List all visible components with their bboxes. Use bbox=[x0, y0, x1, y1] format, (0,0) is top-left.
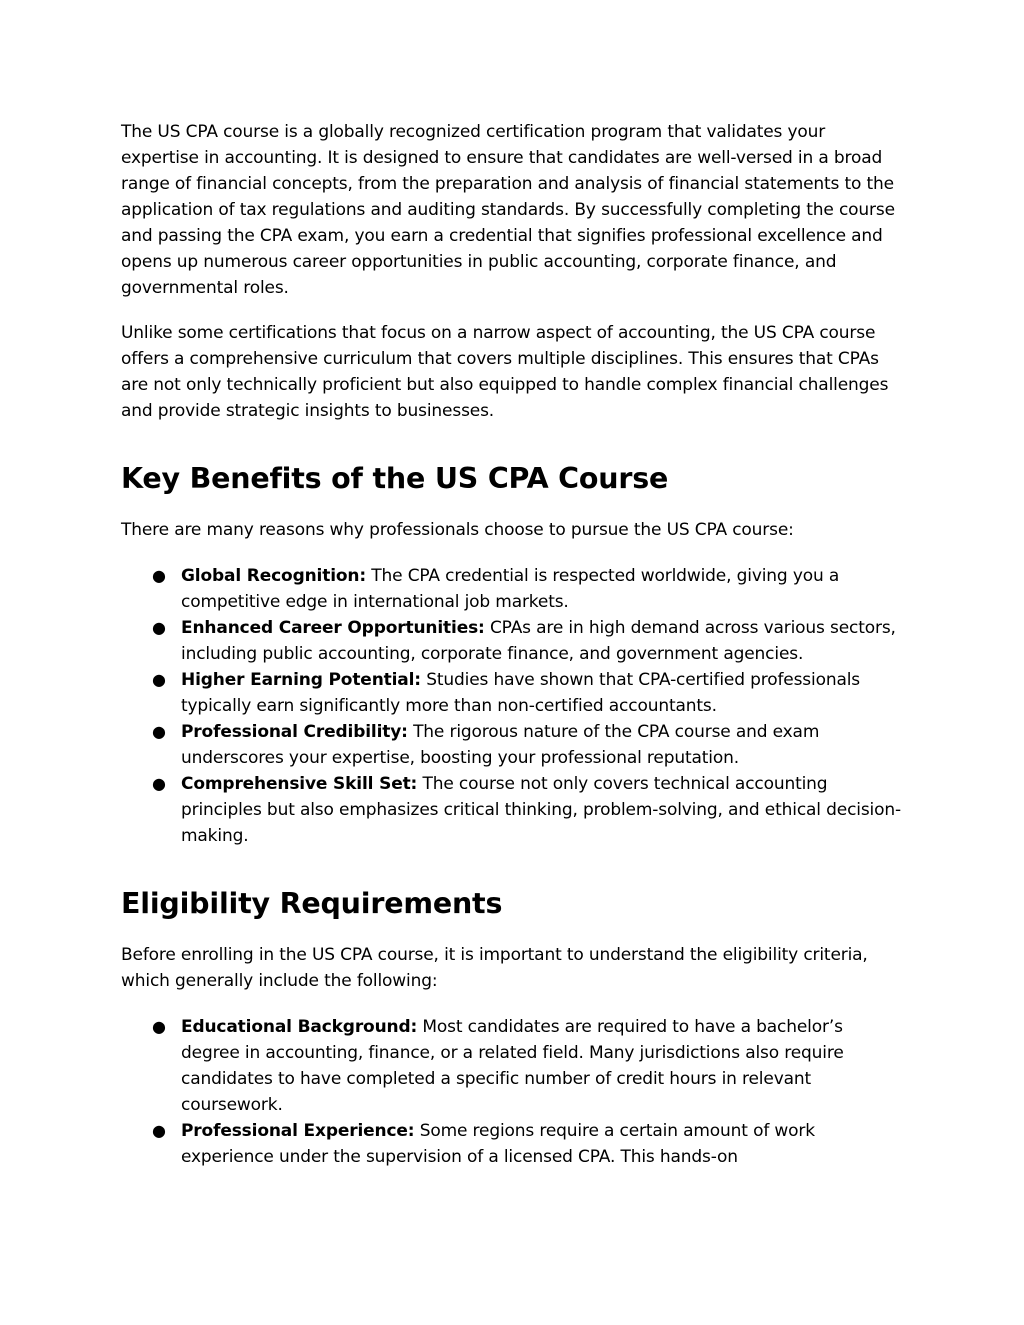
list-item-term: Enhanced Career Opportunities: bbox=[181, 618, 485, 638]
heading-spacer bbox=[121, 922, 903, 942]
list-item-text: Studies have shown that CPA-certified professionals typically earn significantly more than non-certified accountants. bbox=[181, 670, 861, 716]
list-item-text: The CPA credential is respected worldwide, giving you a competitive edge in international job markets. bbox=[181, 566, 840, 612]
list-item bbox=[121, 771, 903, 849]
list-item-text: The rigorous nature of the CPA course and exam underscores your expertise, boosting your professional reputation. bbox=[181, 722, 820, 768]
intro-paragraph-1: The US CPA course is a globally recognized certification program that validates your expertise in accounting. It is designed to ensure that candidates are well-versed in a broad range of financial concepts, from the preparation and analysis of financial statements to the application of tax regulations and auditing standards. By successfully completing the course and passing the CPA exam, you earn a credential that signifies professional excellence and opens up numerous career opportunities in public accounting, corporate finance, and governmental roles. bbox=[121, 122, 895, 298]
list-item bbox=[121, 1014, 903, 1118]
bullet-icon: ● bbox=[152, 722, 166, 741]
benefits-list bbox=[121, 563, 903, 849]
list-item-text: Most candidates are required to have a bachelor’s degree in accounting, finance, or a related field. Many jurisdictions also require candidates to have completed a specific number of credit hours in relevant coursework. bbox=[181, 1017, 844, 1115]
benefits-intro: There are many reasons why professionals choose to pursue the US CPA course: bbox=[121, 520, 794, 540]
section-spacer bbox=[121, 424, 903, 461]
intro-paragraph-2: Unlike some certifications that focus on a narrow aspect of accounting, the US CPA course offers a comprehensive curriculum that covers multiple disciplines. This ensures that CPAs are not only technically proficient but also equipped to handle complex financial challenges and provide strategic insights to businesses. bbox=[121, 323, 889, 421]
list-spacer bbox=[121, 994, 903, 1014]
list-item-term: Higher Earning Potential: bbox=[181, 670, 421, 690]
list-item-text: The course not only covers technical accounting principles but also emphasizes critical thinking, problem-solving, and ethical decision-making. bbox=[181, 774, 901, 846]
list-item bbox=[121, 667, 903, 719]
eligibility-intro: Before enrolling in the US CPA course, it is important to understand the eligibility criteria, which generally include the following: bbox=[121, 945, 868, 991]
list-item-text: CPAs are in high demand across various sectors, including public accounting, corporate finance, and government agencies. bbox=[181, 618, 896, 664]
paragraph-spacer bbox=[121, 301, 903, 320]
bullet-icon: ● bbox=[152, 774, 166, 793]
eligibility-list bbox=[121, 1014, 903, 1170]
list-spacer bbox=[121, 543, 903, 563]
list-item bbox=[121, 563, 903, 615]
heading-spacer bbox=[121, 497, 903, 517]
bullet-icon: ● bbox=[152, 1017, 166, 1036]
list-item bbox=[121, 1118, 903, 1170]
bullet-icon: ● bbox=[152, 1121, 166, 1140]
list-item-term: Global Recognition: bbox=[181, 566, 367, 586]
list-item-term: Comprehensive Skill Set: bbox=[181, 774, 418, 794]
list-item-text: Some regions require a certain amount of work experience under the supervision of a licensed CPA. This hands-on bbox=[181, 1121, 815, 1167]
section-spacer bbox=[121, 849, 903, 886]
list-item-term: Professional Credibility: bbox=[181, 722, 408, 742]
list-item bbox=[121, 615, 903, 667]
bullet-icon: ● bbox=[152, 618, 166, 637]
bullet-icon: ● bbox=[152, 566, 166, 585]
list-item bbox=[121, 719, 903, 771]
eligibility-heading: Eligibility Requirements bbox=[121, 887, 503, 920]
document-page bbox=[121, 119, 903, 1170]
list-item-term: Educational Background: bbox=[181, 1017, 418, 1037]
bullet-icon: ● bbox=[152, 670, 166, 689]
benefits-heading: Key Benefits of the US CPA Course bbox=[121, 462, 669, 495]
list-item-term: Professional Experience: bbox=[181, 1121, 415, 1141]
